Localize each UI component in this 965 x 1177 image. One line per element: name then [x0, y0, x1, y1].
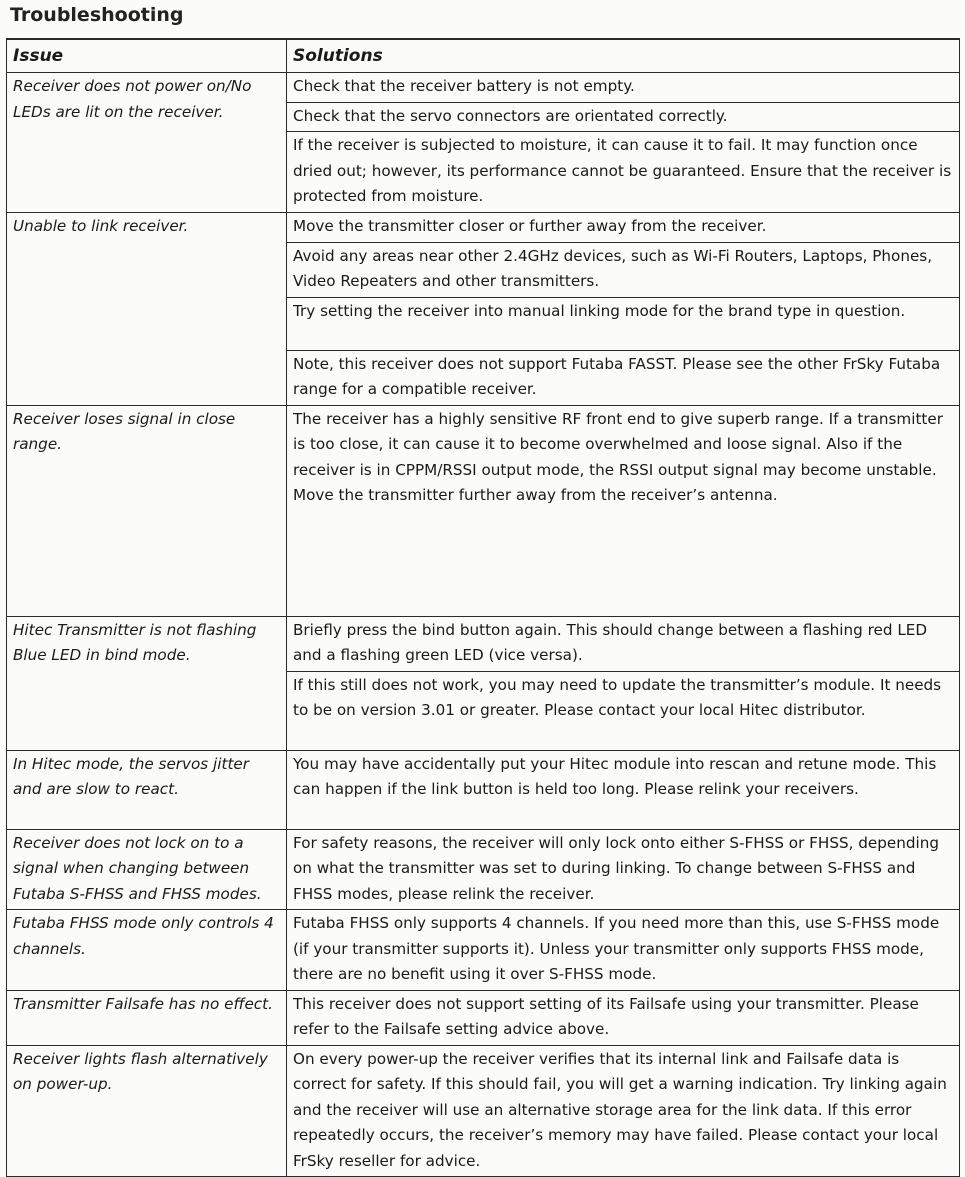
- table-row: [7, 213, 960, 243]
- table-row: [7, 616, 960, 671]
- issue-cell: Receiver does not lock on to a signal when changing between Futaba S-FHSS and FHSS modes.: [7, 829, 287, 910]
- table-row: [7, 990, 960, 1045]
- solution-cell: Check that the servo connectors are orientated correctly.: [287, 102, 960, 132]
- table-header-row: [7, 39, 960, 73]
- solution-cell: Briefly press the bind button again. This should change between a flashing red LED and a flashing green LED (vice versa).: [287, 616, 960, 671]
- solution-cell: Try setting the receiver into manual linking mode for the brand type in question.: [287, 297, 960, 350]
- table-row: [7, 829, 960, 910]
- solution-cell: Futaba FHSS only supports 4 channels. If you need more than this, use S-FHSS mode (if your transmitter supports it). Unless your transmitter only supports FHSS mode, there are no benefit using it over S-FHSS mode.: [287, 910, 960, 991]
- solution-cell: Note, this receiver does not support Futaba FASST. Please see the other FrSky Futaba range for a compatible receiver.: [287, 350, 960, 405]
- issue-cell: Hitec Transmitter is not flashing Blue LED in bind mode.: [7, 616, 287, 750]
- troubleshooting-table: [6, 38, 960, 1177]
- solution-cell: You may have accidentally put your Hitec module into rescan and retune mode. This can happen if the link button is held too long. Please relink your receivers.: [287, 750, 960, 829]
- issue-cell: Receiver loses signal in close range.: [7, 405, 287, 616]
- issue-cell: Receiver lights flash alternatively on power-up.: [7, 1045, 287, 1177]
- solution-cell: If the receiver is subjected to moisture, it can cause it to fail. It may function once dried out; however, its performance cannot be guaranteed. Ensure that the receiver is protected from moisture.: [287, 132, 960, 213]
- issue-column-header: Issue: [7, 39, 287, 73]
- solution-cell: Check that the receiver battery is not empty.: [287, 73, 960, 103]
- issue-cell: In Hitec mode, the servos jitter and are slow to react.: [7, 750, 287, 829]
- solution-cell: Avoid any areas near other 2.4GHz devices, such as Wi-Fi Routers, Laptops, Phones, Video Repeaters and other transmitters.: [287, 242, 960, 297]
- solution-cell: The receiver has a highly sensitive RF front end to give superb range. If a transmitter is too close, it can cause it to become overwhelmed and loose signal. Also if the receiver is in CPPM/RSSI output mode, the RSSI output signal may become unstable. Move the transmitter further away from the receiver’s antenna.: [287, 405, 960, 616]
- issue-cell: Futaba FHSS mode only controls 4 channels.: [7, 910, 287, 991]
- table-row: [7, 405, 960, 616]
- table-row: [7, 910, 960, 991]
- page-title: Troubleshooting: [10, 4, 184, 26]
- issue-cell: Transmitter Failsafe has no effect.: [7, 990, 287, 1045]
- solution-cell: On every power-up the receiver verifies that its internal link and Failsafe data is correct for safety. If this should fail, you will get a warning indication. Try linking again and the receiver will use an alternative storage area for the link data. If this error repeatedly occurs, the receiver’s memory may have failed. Please contact your local FrSky reseller for advice.: [287, 1045, 960, 1177]
- table-row: [7, 1045, 960, 1177]
- solution-cell: For safety reasons, the receiver will only lock onto either S-FHSS or FHSS, depending on what the transmitter was set to during linking. To change between S-FHSS and FHSS modes, please relink the receiver.: [287, 829, 960, 910]
- issue-cell: Receiver does not power on/No LEDs are lit on the receiver.: [7, 73, 287, 213]
- table-row: [7, 73, 960, 103]
- table-body: [7, 73, 960, 1177]
- solution-cell: Move the transmitter closer or further away from the receiver.: [287, 213, 960, 243]
- issue-cell: Unable to link receiver.: [7, 213, 287, 406]
- table-row: [7, 750, 960, 829]
- solution-cell: This receiver does not support setting of its Failsafe using your transmitter. Please refer to the Failsafe setting advice above.: [287, 990, 960, 1045]
- solutions-column-header: Solutions: [287, 39, 960, 73]
- solution-cell: If this still does not work, you may need to update the transmitter’s module. It needs to be on version 3.01 or greater. Please contact your local Hitec distributor.: [287, 671, 960, 750]
